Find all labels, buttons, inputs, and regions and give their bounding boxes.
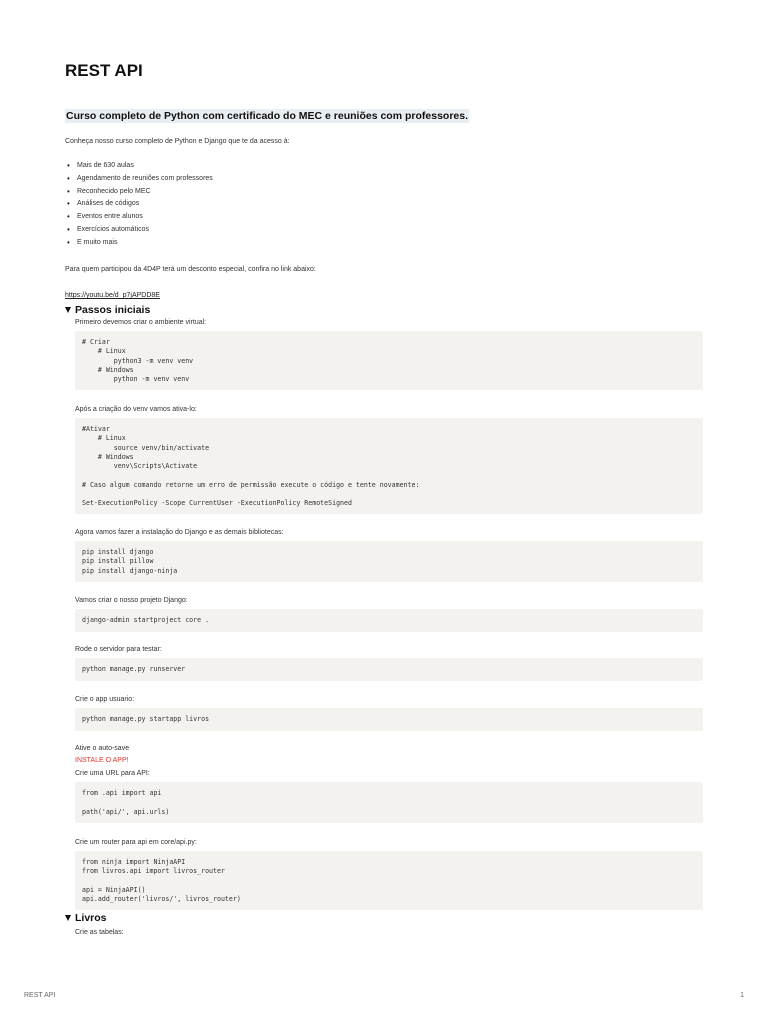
warning-text: INSTALE O APP!	[75, 757, 129, 764]
paragraph: Crie uma URL para API:	[75, 770, 150, 777]
paragraph: Rode o servidor para testar:	[75, 646, 162, 653]
paragraph: Crie um router para api em core/api.py:	[75, 839, 197, 846]
promo-heading: Curso completo de Python com certificado do MEC e reuniões com professores.	[66, 110, 468, 122]
code-block-create-venv: # Criar # Linux python3 -m venv venv # Windows python -m venv venv	[75, 331, 703, 390]
code-block-startapp: python manage.py startapp livros	[75, 708, 703, 731]
code-block-url: from .api import api path('api/', api.urls)	[75, 782, 703, 823]
page-title: REST API	[65, 61, 143, 80]
code-block-router: from ninja import NinjaAPI from livros.api import livros_router api = NinjaAPI() api.add_router('livros/', livros_router)	[75, 851, 703, 910]
paragraph: Ative o auto-save	[75, 745, 130, 752]
intro-text: Conheça nosso curso completo de Python e Django que te da acesso à:	[65, 138, 290, 145]
list-item: • Exercícios automáticos	[65, 224, 213, 237]
code-block-activate-venv: #Ativar # Linux source venv/bin/activate # Windows venv\Scripts\Activate # Caso algum comando retorne um erro de permissão execute o código e tente novamente: Set-ExecutionPolicy -Scope CurrentUser -ExecutionPolicy RemoteSigned	[75, 418, 703, 514]
triangle-down-icon[interactable]	[65, 915, 71, 921]
paragraph: Crie o app usuario:	[75, 696, 135, 703]
list-item: • Eventos entre alunos	[65, 211, 213, 224]
triangle-down-icon[interactable]	[65, 307, 71, 313]
toggle-livros[interactable]	[65, 912, 107, 924]
list-item: • E muito mais	[65, 237, 213, 250]
list-item: • Análises de códigos	[65, 198, 213, 211]
code-block-runserver: python manage.py runserver	[75, 658, 703, 681]
list-item: • Agendamento de reuniões com professores	[65, 173, 213, 186]
discount-text: Para quem participou da 4D4P terá um desconto especial, confira no link abaixo:	[65, 266, 316, 273]
code-block-install: pip install django pip install pillow pip install django-ninja	[75, 541, 703, 582]
feature-list	[65, 160, 213, 250]
paragraph: Após a criação do venv vamos ativa-lo:	[75, 406, 197, 413]
code-block-startproject: django-admin startproject core .	[75, 609, 703, 632]
page-number: 1	[740, 992, 744, 999]
list-item: • Mais de 630 aulas	[65, 160, 213, 173]
paragraph: Agora vamos fazer a instalação do Django e as demais bibliotecas:	[75, 529, 284, 536]
footer-title: REST API	[24, 992, 56, 999]
course-link[interactable]: https://youtu.be/d_p7jAPDD8E	[65, 292, 160, 299]
section-title: Livros	[75, 912, 107, 924]
paragraph: Vamos criar o nosso projeto Django:	[75, 597, 188, 604]
section-title: Passos iniciais	[75, 304, 151, 316]
list-item: • Reconhecido pelo MEC	[65, 186, 213, 199]
toggle-passos-iniciais[interactable]	[65, 304, 150, 316]
paragraph: Crie as tabelas:	[75, 929, 124, 936]
paragraph: Primeiro devemos criar o ambiente virtual:	[75, 319, 207, 326]
